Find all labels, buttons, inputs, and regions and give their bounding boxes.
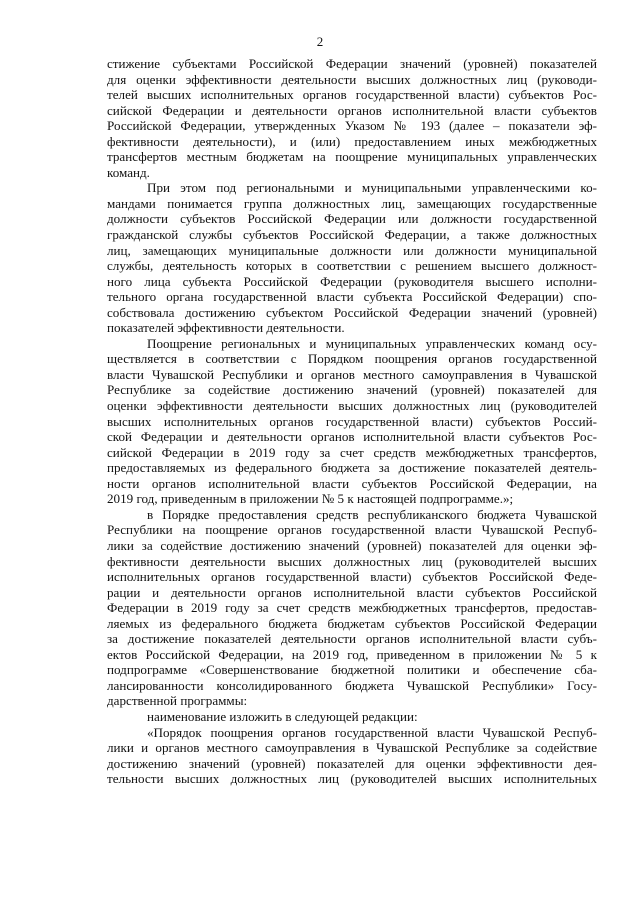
text-line: тельности высших должностных лиц (руководителей высших исполнительных (107, 771, 597, 787)
text-line: тельного органа государственной власти субъекта Российской Федерации) спо- (107, 289, 597, 305)
text-line: наименование изложить в следующей редакции: (147, 708, 418, 724)
text-line: собствовала достижению субъектом Российской Федерации значений (уровней) (107, 304, 597, 320)
text-line: ектов Российской Федерации, на 2019 год, приведенном в приложении № 5 к (107, 646, 597, 662)
text-line: исполнительных органов государственной власти) субъектов Российской Феде- (107, 569, 597, 585)
text-line: достижению значений (уровней) показателей для оценки эффективности дея- (107, 755, 597, 771)
text-line: Федерации в 2019 году за счет средств межбюджетных трансфертов, предостав- (107, 600, 597, 616)
text-line: подпрограмме «Совершенствование бюджетной политики и обеспечение сба- (107, 662, 597, 678)
text-line: Российской Федерации, утвержденных Указом № 193 (далее – показатели эф- (107, 118, 597, 134)
text-line: Республике за содействие достижению значений (уровней) показателей для (107, 382, 597, 398)
text-line: за достижение показателей деятельности органов исполнительной власти субъ- (107, 631, 597, 647)
text-line: ности органов исполнительной власти субъектов Российской Федерации, на (107, 475, 597, 491)
text-line: лики и органов местного самоуправления в Чувашской Республике за содействие (107, 740, 597, 756)
text-line: сийской Федерации в 2019 году за счет средств межбюджетных трансфертов, (107, 444, 597, 460)
document-body (107, 56, 597, 787)
text-line: Поощрение региональных и муниципальных управленческих команд осу- (147, 335, 597, 351)
text-line: При этом под региональными и муниципальными управленческими ко- (147, 180, 597, 196)
text-line: лансированности консолидированного бюджета Чувашской Республики» Госу- (107, 677, 597, 693)
text-line: мандами понимается группа должностных лиц, замещающих государственные (107, 195, 597, 211)
text-line: фективности деятельности), и (или) предоставлением иных межбюджетных (107, 133, 597, 149)
page-number: 2 (316, 34, 324, 49)
text-line: показателей эффективности деятельности. (107, 320, 345, 336)
text-line: службы, деятельность которых в соответствии с решением высшего должност- (107, 258, 597, 274)
text-line: дарственной программы: (107, 693, 248, 709)
text-line: ляемых из федерального бюджета бюджетам субъектов Российской Федерации (107, 615, 597, 631)
text-line: ного лица субъекта Российской Федерации (руководителя высшего исполни- (107, 273, 597, 289)
text-line: лики за содействие достижению значений (уровней) показателей для оценки эф- (107, 537, 597, 553)
text-line: предоставляемых из федерального бюджета за достижение показателей деятель- (107, 460, 597, 476)
text-line: должности субъектов Российской Федерации или должности государственной (107, 211, 597, 227)
text-line: рации и деятельности органов исполнительной власти субъектов Российской (107, 584, 597, 600)
text-line: сийской Федерации и деятельности органов исполнительной власти субъектов (107, 102, 597, 118)
text-line: стижение субъектами Российской Федерации значений (уровней) показателей (107, 56, 597, 71)
text-line: высших исполнительных органов государственной власти) субъектов Россий- (107, 413, 597, 429)
text-line: в Порядке предоставления средств республиканского бюджета Чувашской (147, 506, 597, 522)
text-line: для оценки эффективности деятельности высших должностных лиц (руководи- (107, 71, 597, 87)
text-line: «Порядок поощрения органов государственной власти Чувашской Респуб- (147, 724, 597, 740)
text-line: гражданской службы субъектов Российской Федерации, а также должностных (107, 227, 597, 243)
text-line: лиц, замещающих муниципальные должности или должности муниципальной (107, 242, 597, 258)
text-line: команд. (107, 164, 150, 180)
text-line: оценки эффективности деятельности высших должностных лиц (руководителей (107, 398, 597, 414)
text-line: Республики на поощрение органов государственной власти Чувашской Респуб- (107, 522, 597, 538)
text-line: власти Чувашской Республики и органов местного самоуправления в Чувашской (107, 366, 597, 382)
text-line: ществляется в соответствии с Порядком поощрения органов государственной (107, 351, 597, 367)
text-line: телей высших исполнительных органов государственной власти) субъектов Рос- (107, 87, 597, 103)
text-line: ской Федерации и деятельности органов исполнительной власти субъектов Рос- (107, 429, 597, 445)
text-line: трансфертов местным бюджетам на поощрение муниципальных управленческих (107, 149, 597, 165)
text-line: фективности деятельности высших должностных лиц (руководителей высших (107, 553, 597, 569)
text-line: 2019 год, приведенным в приложении № 5 к настоящей подпрограмме.»; (107, 491, 514, 507)
